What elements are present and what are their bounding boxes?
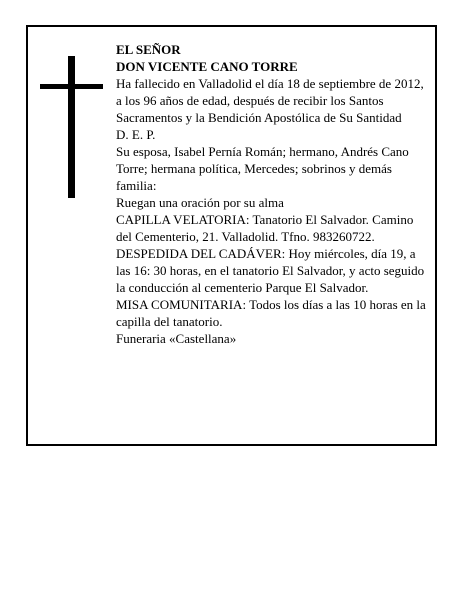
obituary-notice bbox=[26, 25, 437, 446]
rest-in-peace: D. E. P. bbox=[116, 127, 156, 142]
funeral-home: Funeraria «Castellana» bbox=[116, 331, 237, 346]
prayer-request: Ruegan una oración por su alma bbox=[116, 195, 284, 210]
mass-info: MISA COMUNITARIA: Todos los días a las 10 horas en la capilla del tanatorio. bbox=[116, 297, 426, 329]
family-list: Su esposa, Isabel Pernía Román; hermano, Andrés Cano Torre; hermana política, Mercedes; sobrinos y demás familia: bbox=[116, 144, 409, 193]
farewell-info: DESPEDIDA DEL CADÁVER: Hoy miércoles, día 19, a las 16: 30 horas, en el tanatorio El Salvador, y acto seguido la conducción al cementerio Parque El Salvador. bbox=[116, 246, 425, 295]
cross-vertical-bar bbox=[68, 56, 75, 198]
heading-title: EL SEÑOR bbox=[116, 42, 181, 57]
death-announcement: Ha fallecido en Valladolid el día 18 de septiembre de 2012, a los 96 años de edad, después de recibir los Santos Sacramentos y la Bendición Apostólica de Su Santidad bbox=[116, 76, 424, 125]
cross-horizontal-bar bbox=[40, 84, 103, 89]
wake-chapel-info: CAPILLA VELATORIA: Tanatorio El Salvador. Camino del Cementerio, 21. Valladolid. Tfno. 983260722. bbox=[116, 212, 414, 244]
deceased-name: DON VICENTE CANO TORRE bbox=[116, 59, 298, 74]
obituary-text bbox=[116, 41, 432, 347]
